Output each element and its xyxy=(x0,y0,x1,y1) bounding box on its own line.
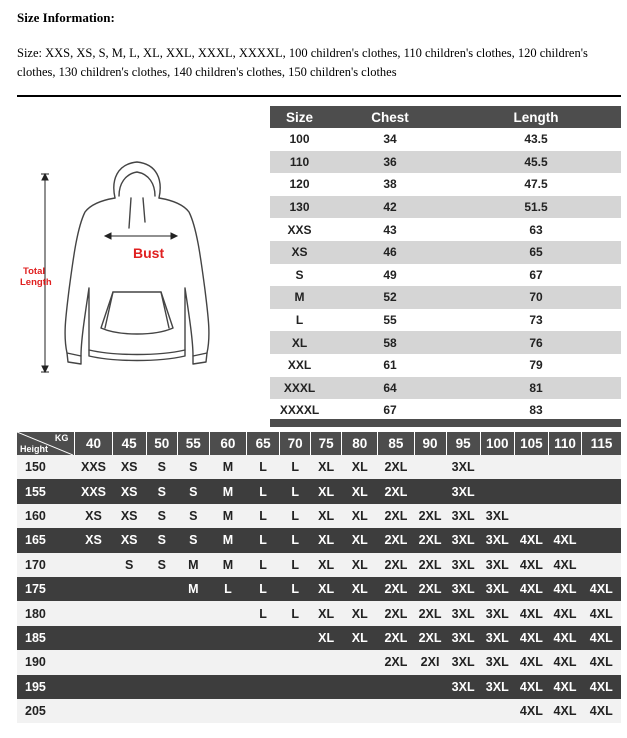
size-recommendation-cell: S xyxy=(177,479,209,503)
size-recommendation-cell xyxy=(247,626,280,650)
weight-header-cell: 40 xyxy=(75,432,112,455)
size-recommendation-cell: 4XL xyxy=(548,553,581,577)
weight-header-cell: 70 xyxy=(280,432,311,455)
hoodie-diagram xyxy=(15,150,255,380)
size-recommendation-cell: XL xyxy=(311,455,342,479)
size-recommendation-cell xyxy=(311,650,342,674)
height-row xyxy=(17,650,621,674)
page-title: Size Information: xyxy=(17,10,115,25)
size-recommendation-cell: XS xyxy=(112,479,146,503)
size-recommendation-cell: 4XL xyxy=(514,626,548,650)
size-recommendation-cell: XL xyxy=(311,577,342,601)
size-recommendation-cell xyxy=(209,675,246,699)
size-description: Size: XXS, XS, S, M, L, XL, XXL, XXXL, XXXXL, 100 children's clothes, 110 children's clothes, 120 children's clothes, 130 children's clothes, 140 children's clothes, 150 children's clothes xyxy=(17,46,588,79)
size-recommendation-cell: M xyxy=(209,479,246,503)
size-recommendation-cell xyxy=(247,675,280,699)
size-row xyxy=(270,218,621,241)
header-length: Length xyxy=(513,109,559,125)
size-recommendation-cell: XL xyxy=(342,504,378,528)
length-cell: 70 xyxy=(529,290,543,305)
size-recommendation-cell: L xyxy=(247,479,280,503)
size-recommendation-cell xyxy=(146,699,177,723)
size-recommendation-cell: S xyxy=(146,528,177,552)
chest-cell: 67 xyxy=(383,403,397,418)
size-recommendation-cell: 4XL xyxy=(582,601,621,625)
weight-header-cell: 50 xyxy=(146,432,177,455)
size-recommendation-cell: 2XL xyxy=(414,504,446,528)
size-recommendation-cell: 3XL xyxy=(446,455,480,479)
size-recommendation-cell: XL xyxy=(311,626,342,650)
height-row xyxy=(17,553,621,577)
size-recommendation-cell: L xyxy=(209,577,246,601)
size-recommendation-cell xyxy=(209,601,246,625)
height-label-cell: 190 xyxy=(17,650,75,674)
size-recommendation-cell: 3XL xyxy=(480,577,514,601)
size-recommendation-cell xyxy=(582,455,621,479)
size-recommendation-cell: XS xyxy=(112,455,146,479)
size-recommendation-cell xyxy=(280,675,311,699)
size-recommendation-cell: 3XL xyxy=(480,504,514,528)
size-recommendation-cell: XS xyxy=(75,528,112,552)
size-row xyxy=(270,354,621,377)
size-recommendation-cell xyxy=(75,577,112,601)
size-recommendation-cell: 3XL xyxy=(446,601,480,625)
chest-cell: 64 xyxy=(383,380,397,395)
weight-header-cell: 65 xyxy=(247,432,280,455)
height-row xyxy=(17,675,621,699)
size-recommendation-cell: 2XL xyxy=(378,455,414,479)
height-row xyxy=(17,601,621,625)
size-recommendation-cell: S xyxy=(146,553,177,577)
size-recommendation-cell: XS xyxy=(75,504,112,528)
size-recommendation-cell: XXS xyxy=(75,455,112,479)
size-recommendation-cell: 2XL xyxy=(414,577,446,601)
size-recommendation-cell: L xyxy=(247,455,280,479)
size-recommendation-cell xyxy=(548,479,581,503)
size-recommendation-cell xyxy=(112,626,146,650)
height-label-cell: 205 xyxy=(17,699,75,723)
size-recommendation-cell xyxy=(446,699,480,723)
size-recommendation-cell: S xyxy=(177,528,209,552)
size-recommendation-cell: 2XL xyxy=(414,528,446,552)
size-recommendation-cell: 4XL xyxy=(514,577,548,601)
size-recommendation-cell: M xyxy=(177,553,209,577)
size-recommendation-cell: L xyxy=(280,455,311,479)
size-recommendation-cell: 3XL xyxy=(446,626,480,650)
height-label-cell: 165 xyxy=(17,528,75,552)
size-recommendation-cell: L xyxy=(247,601,280,625)
size-recommendation-cell: 4XL xyxy=(514,699,548,723)
size-recommendation-cell: 2XL xyxy=(378,650,414,674)
size-recommendation-cell: S xyxy=(146,479,177,503)
weight-header-cell: 90 xyxy=(414,432,446,455)
size-recommendation-cell xyxy=(480,455,514,479)
size-recommendation-cell: 3XL xyxy=(480,601,514,625)
size-recommendation-cell: M xyxy=(209,528,246,552)
length-cell: 43.5 xyxy=(524,132,548,147)
size-recommendation-cell xyxy=(414,479,446,503)
size-recommendation-cell: 3XL xyxy=(446,675,480,699)
size-recommendation-cell: XL xyxy=(311,601,342,625)
size-recommendation-cell: 3XL xyxy=(480,528,514,552)
size-recommendation-cell: 2XL xyxy=(378,601,414,625)
size-chart-table xyxy=(270,106,621,422)
size-recommendation-cell: 4XL xyxy=(514,650,548,674)
weight-header-cell: 110 xyxy=(548,432,581,455)
chest-cell: 49 xyxy=(383,267,397,282)
size-recommendation-cell: S xyxy=(146,455,177,479)
size-recommendation-cell: 3XL xyxy=(446,553,480,577)
size-recommendation-cell: 4XL xyxy=(582,699,621,723)
size-recommendation-cell xyxy=(146,650,177,674)
corner-kg-label: KG xyxy=(54,433,69,443)
size-recommendation-cell: 2XL xyxy=(378,553,414,577)
size-recommendation-cell: 4XL xyxy=(582,626,621,650)
height-row xyxy=(17,504,621,528)
size-recommendation-cell: XL xyxy=(311,504,342,528)
size-recommendation-cell xyxy=(280,699,311,723)
size-recommendation-cell: M xyxy=(209,504,246,528)
size-row xyxy=(270,173,621,196)
size-recommendation-cell: L xyxy=(280,577,311,601)
weight-header-cell: 55 xyxy=(177,432,209,455)
size-recommendation-cell: 4XL xyxy=(548,675,581,699)
length-cell: 45.5 xyxy=(524,154,548,169)
height-label-cell: 195 xyxy=(17,675,75,699)
size-recommendation-cell xyxy=(146,601,177,625)
size-recommendation-cell: S xyxy=(112,553,146,577)
size-recommendation-cell xyxy=(311,675,342,699)
chest-cell: 42 xyxy=(383,200,397,215)
weight-header-cell: 80 xyxy=(342,432,378,455)
weight-header-cell: 85 xyxy=(378,432,414,455)
chest-cell: 38 xyxy=(383,177,397,192)
size-recommendation-cell: M xyxy=(177,577,209,601)
size-recommendation-cell xyxy=(480,699,514,723)
size-recommendation-cell xyxy=(177,626,209,650)
size-recommendation-cell: XL xyxy=(342,601,378,625)
size-recommendation-cell: XL xyxy=(311,479,342,503)
bust-label: Bust xyxy=(133,245,165,261)
height-label-cell: 180 xyxy=(17,601,75,625)
length-cell: 51.5 xyxy=(524,200,548,215)
weight-header-cell: 60 xyxy=(209,432,246,455)
size-recommendation-cell: 2XL xyxy=(414,601,446,625)
size-recommendation-cell: 4XL xyxy=(548,601,581,625)
size-recommendation-cell: 2XL xyxy=(414,553,446,577)
size-recommendation-cell: 2XL xyxy=(378,504,414,528)
size-recommendation-cell: 2XL xyxy=(378,528,414,552)
size-recommendation-cell xyxy=(514,455,548,479)
size-recommendation-cell xyxy=(548,455,581,479)
size-recommendation-cell xyxy=(75,699,112,723)
chest-cell: 43 xyxy=(383,222,397,237)
size-recommendation-cell xyxy=(311,699,342,723)
size-recommendation-cell xyxy=(414,455,446,479)
size-recommendation-cell xyxy=(75,601,112,625)
size-recommendation-cell: 4XL xyxy=(514,553,548,577)
size-recommendation-cell xyxy=(514,479,548,503)
length-cell: 83 xyxy=(529,403,543,418)
size-recommendation-cell xyxy=(378,699,414,723)
size-recommendation-cell: 3XL xyxy=(480,626,514,650)
size-recommendation-cell: XL xyxy=(342,577,378,601)
height-row xyxy=(17,479,621,503)
size-recommendation-cell xyxy=(342,650,378,674)
length-cell: 76 xyxy=(529,335,543,350)
size-recommendation-cell xyxy=(247,699,280,723)
size-recommendation-cell: XS xyxy=(112,528,146,552)
height-label-cell: 155 xyxy=(17,479,75,503)
size-row xyxy=(270,331,621,354)
size-recommendation-cell: M xyxy=(209,455,246,479)
size-recommendation-cell xyxy=(146,626,177,650)
size-recommendation-cell: 3XL xyxy=(480,553,514,577)
chest-cell: 52 xyxy=(383,290,397,305)
length-cell: 47.5 xyxy=(524,177,548,192)
size-recommendation-cell: S xyxy=(177,504,209,528)
size-row xyxy=(270,286,621,309)
chest-cell: 55 xyxy=(383,313,397,328)
size-table-header xyxy=(270,106,621,128)
size-recommendation-cell xyxy=(177,601,209,625)
size-recommendation-cell: 3XL xyxy=(446,650,480,674)
size-recommendation-cell xyxy=(177,650,209,674)
size-row xyxy=(270,196,621,219)
size-cell: XS xyxy=(291,245,308,260)
chest-cell: 58 xyxy=(383,335,397,350)
size-cell: 120 xyxy=(289,177,310,192)
weight-header-cell: 100 xyxy=(480,432,514,455)
size-row xyxy=(270,309,621,332)
size-row xyxy=(270,151,621,174)
size-cell: XL xyxy=(291,335,308,350)
length-cell: 63 xyxy=(529,222,543,237)
size-row xyxy=(270,241,621,264)
weight-header-cell: 95 xyxy=(446,432,480,455)
size-recommendation-cell: S xyxy=(146,504,177,528)
size-recommendation-cell xyxy=(112,699,146,723)
size-cell: S xyxy=(295,267,304,282)
height-row xyxy=(17,528,621,552)
size-recommendation-cell xyxy=(146,577,177,601)
size-cell: L xyxy=(295,313,304,328)
size-recommendation-cell: 4XL xyxy=(548,650,581,674)
size-recommendation-cell: L xyxy=(280,528,311,552)
size-recommendation-cell: L xyxy=(280,601,311,625)
size-recommendation-cell: XL xyxy=(342,626,378,650)
size-recommendation-cell: 3XL xyxy=(446,504,480,528)
size-recommendation-cell xyxy=(146,675,177,699)
size-table-footer-bar xyxy=(270,419,621,427)
size-recommendation-cell: 4XL xyxy=(514,601,548,625)
total-length-label-2: Length xyxy=(20,277,52,288)
size-recommendation-cell xyxy=(582,504,621,528)
size-recommendation-cell xyxy=(514,504,548,528)
height-row xyxy=(17,626,621,650)
size-row xyxy=(270,128,621,151)
size-recommendation-cell xyxy=(414,675,446,699)
size-recommendation-cell xyxy=(75,650,112,674)
size-recommendation-cell: L xyxy=(247,577,280,601)
size-recommendation-cell: L xyxy=(280,553,311,577)
size-cell: XXL xyxy=(287,358,312,373)
size-recommendation-cell xyxy=(112,577,146,601)
size-recommendation-cell xyxy=(112,650,146,674)
size-cell: M xyxy=(294,290,305,305)
size-cell: XXS xyxy=(287,222,312,237)
size-recommendation-cell: 4XL xyxy=(548,699,581,723)
size-recommendation-cell: 4XL xyxy=(582,577,621,601)
size-recommendation-cell: L xyxy=(280,504,311,528)
length-cell: 79 xyxy=(529,358,543,373)
size-recommendation-cell xyxy=(112,601,146,625)
size-recommendation-cell: L xyxy=(247,528,280,552)
size-recommendation-cell xyxy=(414,699,446,723)
corner-cell xyxy=(17,432,75,455)
size-recommendation-cell: 3XL xyxy=(446,528,480,552)
size-recommendation-cell xyxy=(75,675,112,699)
size-recommendation-cell xyxy=(209,650,246,674)
size-recommendation-cell: M xyxy=(209,553,246,577)
size-recommendation-cell xyxy=(75,553,112,577)
chest-cell: 46 xyxy=(383,245,397,260)
header-size: Size xyxy=(285,109,313,125)
size-recommendation-cell: 4XL xyxy=(548,528,581,552)
size-recommendation-cell: 3XL xyxy=(446,479,480,503)
size-recommendation-cell xyxy=(378,675,414,699)
size-recommendation-cell: XL xyxy=(342,553,378,577)
weight-header-cell: 115 xyxy=(582,432,621,455)
height-row xyxy=(17,455,621,479)
size-recommendation-cell: S xyxy=(177,455,209,479)
height-label-cell: 185 xyxy=(17,626,75,650)
size-recommendation-cell: L xyxy=(247,553,280,577)
size-recommendation-cell xyxy=(280,650,311,674)
size-recommendation-cell: XL xyxy=(342,479,378,503)
size-recommendation-cell: XL xyxy=(311,553,342,577)
size-recommendation-cell xyxy=(209,699,246,723)
size-recommendation-cell: 2XI xyxy=(414,650,446,674)
height-label-cell: 150 xyxy=(17,455,75,479)
size-recommendation-cell: 4XL xyxy=(582,650,621,674)
length-cell: 73 xyxy=(529,313,543,328)
size-recommendation-cell: XL xyxy=(311,528,342,552)
size-recommendation-cell xyxy=(280,626,311,650)
size-recommendation-cell: 3XL xyxy=(446,577,480,601)
weight-header-cell: 45 xyxy=(112,432,146,455)
size-recommendation-cell xyxy=(75,626,112,650)
size-cell: XXXL xyxy=(283,380,316,395)
chest-cell: 61 xyxy=(383,358,397,373)
size-recommendation-cell xyxy=(247,650,280,674)
size-recommendation-cell xyxy=(548,504,581,528)
weight-height-table xyxy=(17,432,621,723)
size-recommendation-cell xyxy=(342,675,378,699)
size-recommendation-cell xyxy=(112,675,146,699)
height-label-cell: 175 xyxy=(17,577,75,601)
size-recommendation-cell: 2XL xyxy=(378,626,414,650)
size-recommendation-cell xyxy=(177,675,209,699)
size-recommendation-cell: XS xyxy=(112,504,146,528)
size-recommendation-cell xyxy=(582,479,621,503)
size-cell: XXXXL xyxy=(279,403,320,418)
size-recommendation-cell: 4XL xyxy=(582,675,621,699)
height-label-cell: 170 xyxy=(17,553,75,577)
total-length-label-1: Total xyxy=(23,266,45,277)
divider xyxy=(17,95,621,97)
size-recommendation-cell: 3XL xyxy=(480,675,514,699)
header-chest: Chest xyxy=(371,109,409,125)
length-cell: 81 xyxy=(529,380,543,395)
corner-height-label: Height xyxy=(20,444,48,454)
size-cell: 130 xyxy=(289,200,310,215)
size-recommendation-cell xyxy=(480,479,514,503)
size-recommendation-cell xyxy=(177,699,209,723)
length-cell: 65 xyxy=(529,245,543,260)
chest-cell: 34 xyxy=(383,132,397,147)
height-label-cell: 160 xyxy=(17,504,75,528)
size-recommendation-cell: XL xyxy=(342,455,378,479)
weight-header-cell: 105 xyxy=(514,432,548,455)
size-recommendation-cell: XXS xyxy=(75,479,112,503)
size-recommendation-cell: 2XL xyxy=(378,479,414,503)
size-recommendation-cell: 2XL xyxy=(378,577,414,601)
size-recommendation-cell: 4XL xyxy=(548,577,581,601)
size-cell: 100 xyxy=(289,132,310,147)
size-recommendation-cell: 4XL xyxy=(514,675,548,699)
size-recommendation-cell: L xyxy=(247,504,280,528)
size-recommendation-cell: 4XL xyxy=(514,528,548,552)
size-recommendation-cell xyxy=(582,553,621,577)
size-recommendation-cell: 3XL xyxy=(480,650,514,674)
size-recommendation-cell: XL xyxy=(342,528,378,552)
size-recommendation-cell xyxy=(342,699,378,723)
size-recommendation-cell xyxy=(209,626,246,650)
height-row xyxy=(17,699,621,723)
length-cell: 67 xyxy=(529,267,543,282)
size-row xyxy=(270,264,621,287)
size-recommendation-cell xyxy=(582,528,621,552)
size-recommendation-cell: 2XL xyxy=(414,626,446,650)
height-row xyxy=(17,577,621,601)
size-cell: 110 xyxy=(289,154,310,169)
size-row xyxy=(270,377,621,400)
size-recommendation-cell: 4XL xyxy=(548,626,581,650)
chest-cell: 36 xyxy=(383,154,397,169)
weight-header-row xyxy=(17,432,621,455)
size-recommendation-cell: L xyxy=(280,479,311,503)
weight-header-cell: 75 xyxy=(311,432,342,455)
